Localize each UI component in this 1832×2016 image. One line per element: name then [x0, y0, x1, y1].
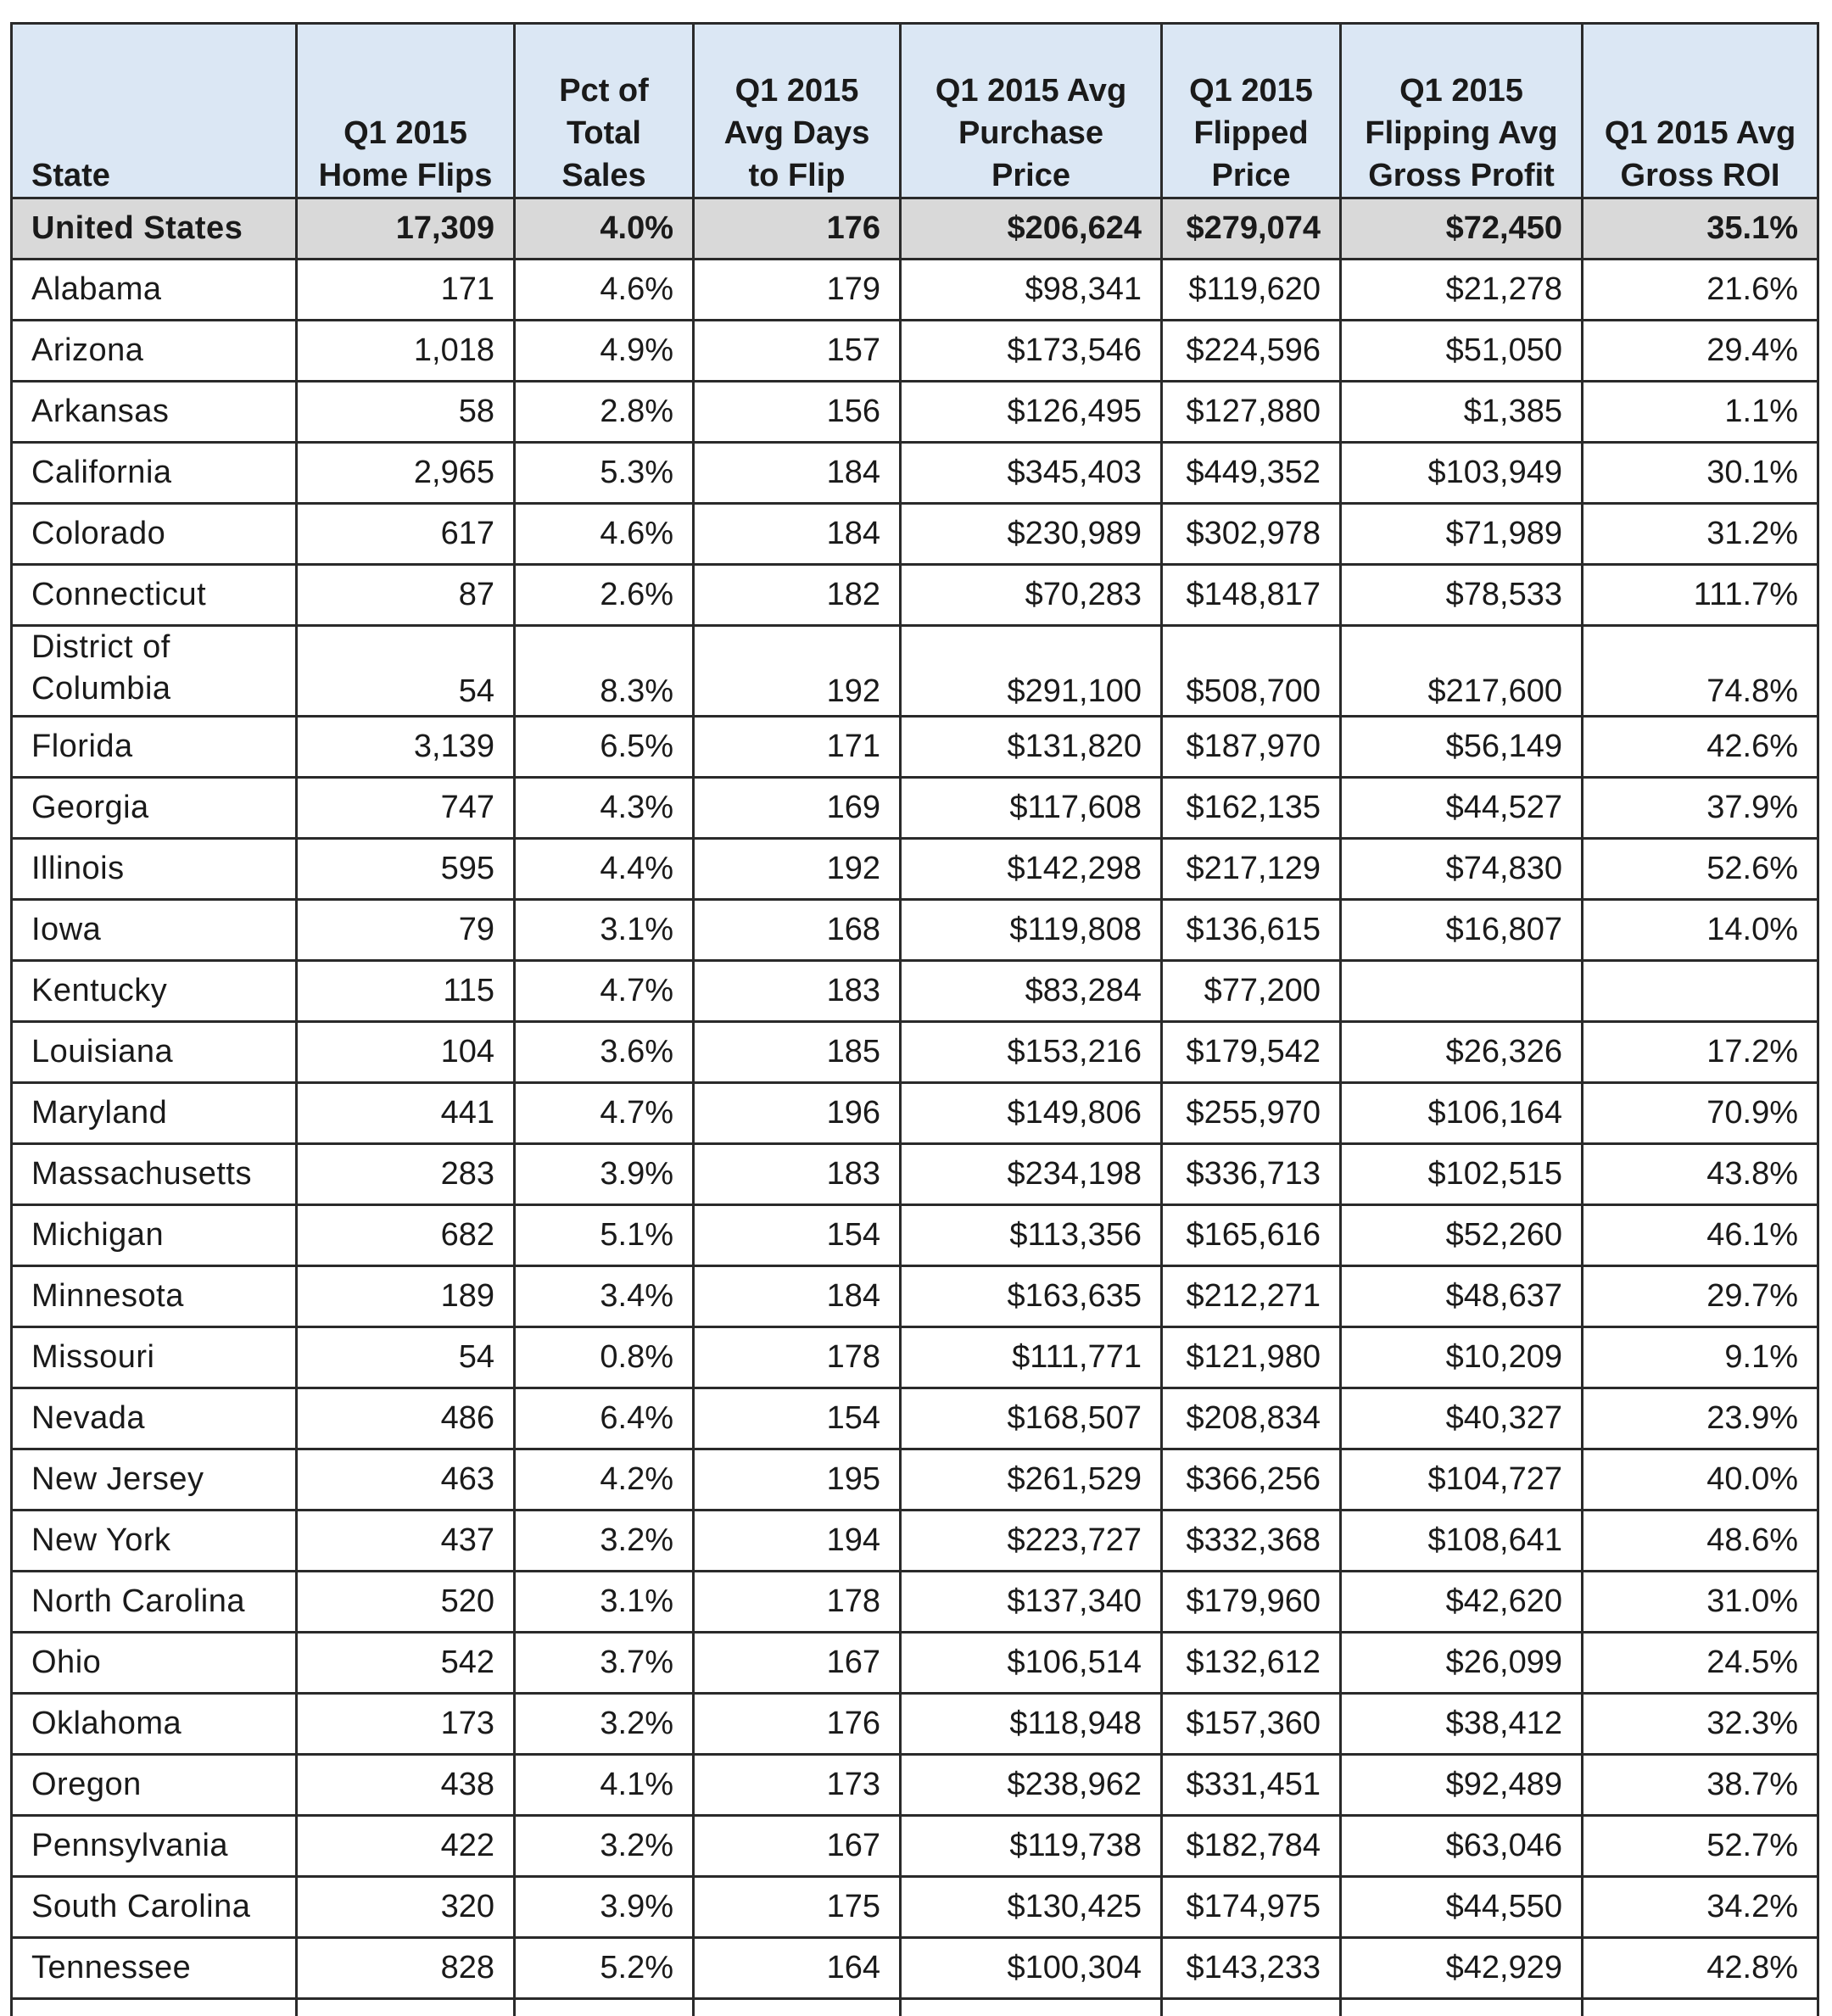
- cell-days: 169: [694, 778, 901, 839]
- cell-gross-profit: $51,050: [1341, 321, 1583, 382]
- cell-flipped-price: $366,256: [1162, 1449, 1341, 1511]
- cell-gross-roi: 46.1%: [1583, 1205, 1818, 1266]
- cell-flips: 520: [297, 1572, 515, 1633]
- table-row: [12, 1633, 1818, 1694]
- cell-gross-profit: $16,807: [1341, 900, 1583, 961]
- cell-flipped-price: $187,970: [1162, 717, 1341, 778]
- cell-days: 192: [694, 626, 901, 717]
- header-avg-purchase-price: Q1 2015 Avg Purchase Price: [901, 24, 1162, 198]
- cell-days: 183: [694, 961, 901, 1022]
- cell-purchase-price: $223,727: [901, 1511, 1162, 1572]
- home-flips-table-container: [10, 22, 1817, 2016]
- table-row: [12, 900, 1818, 961]
- cell-state: South Carolina: [12, 1877, 297, 1938]
- cell-pct: 4.9%: [515, 321, 694, 382]
- cell-flipped-price: $143,233: [1162, 1938, 1341, 1999]
- cell-flipped-price: $182,784: [1162, 1816, 1341, 1877]
- cell-flipped-price: $217,129: [1162, 839, 1341, 900]
- cell-purchase-price: $163,635: [901, 1266, 1162, 1327]
- table-row: [12, 1755, 1818, 1816]
- cell-gross-profit: $10,209: [1341, 1327, 1583, 1388]
- table-row: [12, 1511, 1818, 1572]
- cell-gross-profit: [1341, 961, 1583, 1022]
- cell-gross-profit: $102,515: [1341, 1144, 1583, 1205]
- table-row: [12, 382, 1818, 443]
- cell-purchase-price: $111,771: [901, 1327, 1162, 1388]
- cell-flipped-price: $331,451: [1162, 1755, 1341, 1816]
- cell-flips: 58: [297, 382, 515, 443]
- cell-days: 168: [694, 900, 901, 961]
- cell-gross-profit: $21,278: [1341, 260, 1583, 321]
- table-row: [12, 1877, 1818, 1938]
- cell-pct: 3.1%: [515, 1572, 694, 1633]
- cell-state: North Carolina: [12, 1572, 297, 1633]
- cell-empty: [1341, 1999, 1583, 2016]
- cell-empty: [297, 1999, 515, 2016]
- header-flipped-price: Q1 2015 Flipped Price: [1162, 24, 1341, 198]
- cell-pct: 4.2%: [515, 1449, 694, 1511]
- table-row: [12, 1388, 1818, 1449]
- cell-purchase-price: $261,529: [901, 1449, 1162, 1511]
- cell-gross-profit: $1,385: [1341, 382, 1583, 443]
- cell-pct: 3.6%: [515, 1022, 694, 1083]
- cell-flipped-price: $136,615: [1162, 900, 1341, 961]
- cell-pct: 6.4%: [515, 1388, 694, 1449]
- cell-pct: 4.3%: [515, 778, 694, 839]
- cell-purchase-price: $126,495: [901, 382, 1162, 443]
- cell-flips: 441: [297, 1083, 515, 1144]
- cell-days: 184: [694, 1266, 901, 1327]
- cell-days: 154: [694, 1388, 901, 1449]
- cell-gross-roi: 29.4%: [1583, 321, 1818, 382]
- cell-flips: 3,139: [297, 717, 515, 778]
- cell-flipped-price: $212,271: [1162, 1266, 1341, 1327]
- cell-flipped-price: $279,074: [1162, 198, 1341, 260]
- cell-gross-roi: 111.7%: [1583, 565, 1818, 626]
- cell-pct: 3.7%: [515, 1633, 694, 1694]
- cell-days: 184: [694, 504, 901, 565]
- cell-purchase-price: $70,283: [901, 565, 1162, 626]
- cell-state: Missouri: [12, 1327, 297, 1388]
- cell-flipped-price: $302,978: [1162, 504, 1341, 565]
- cell-flipped-price: $148,817: [1162, 565, 1341, 626]
- cell-pct: 5.1%: [515, 1205, 694, 1266]
- cell-empty: [1583, 1999, 1818, 2016]
- cell-pct: 5.2%: [515, 1938, 694, 1999]
- cell-pct: 8.3%: [515, 626, 694, 717]
- cell-state: New York: [12, 1511, 297, 1572]
- cell-state: United States: [12, 198, 297, 260]
- cell-gross-profit: $78,533: [1341, 565, 1583, 626]
- cell-gross-profit: $74,830: [1341, 839, 1583, 900]
- cell-gross-profit: $63,046: [1341, 1816, 1583, 1877]
- cell-purchase-price: $234,198: [901, 1144, 1162, 1205]
- cell-flips: 320: [297, 1877, 515, 1938]
- cell-gross-roi: [1583, 961, 1818, 1022]
- cell-pct: 4.6%: [515, 504, 694, 565]
- table-header: [12, 24, 1818, 198]
- cell-flipped-price: $208,834: [1162, 1388, 1341, 1449]
- cell-state: Iowa: [12, 900, 297, 961]
- table-row: [12, 443, 1818, 504]
- cell-flips: 438: [297, 1755, 515, 1816]
- cell-gross-roi: 24.5%: [1583, 1633, 1818, 1694]
- cell-purchase-price: $168,507: [901, 1388, 1162, 1449]
- cell-gross-profit: $104,727: [1341, 1449, 1583, 1511]
- cell-flipped-price: $162,135: [1162, 778, 1341, 839]
- cell-days: 196: [694, 1083, 901, 1144]
- cell-flips: 486: [297, 1388, 515, 1449]
- cell-days: 167: [694, 1816, 901, 1877]
- table-row: [12, 565, 1818, 626]
- cell-flips: 87: [297, 565, 515, 626]
- cell-purchase-price: $119,738: [901, 1816, 1162, 1877]
- cell-pct: 2.6%: [515, 565, 694, 626]
- cell-purchase-price: $113,356: [901, 1205, 1162, 1266]
- cell-gross-profit: $26,099: [1341, 1633, 1583, 1694]
- cell-gross-profit: $44,550: [1341, 1877, 1583, 1938]
- cell-purchase-price: $238,962: [901, 1755, 1162, 1816]
- cell-purchase-price: $130,425: [901, 1877, 1162, 1938]
- cell-gross-roi: 31.0%: [1583, 1572, 1818, 1633]
- header-state: State: [12, 24, 297, 198]
- cell-flips: 189: [297, 1266, 515, 1327]
- cell-empty: [694, 1999, 901, 2016]
- cell-gross-roi: 52.7%: [1583, 1816, 1818, 1877]
- cell-pct: 6.5%: [515, 717, 694, 778]
- cell-state: Alabama: [12, 260, 297, 321]
- cell-purchase-price: $230,989: [901, 504, 1162, 565]
- cell-gross-roi: 21.6%: [1583, 260, 1818, 321]
- cell-flips: 828: [297, 1938, 515, 1999]
- cell-flips: 617: [297, 504, 515, 565]
- cell-gross-profit: $40,327: [1341, 1388, 1583, 1449]
- cell-pct: 3.2%: [515, 1694, 694, 1755]
- cell-purchase-price: $137,340: [901, 1572, 1162, 1633]
- cell-empty: [515, 1999, 694, 2016]
- cell-flipped-price: $508,700: [1162, 626, 1341, 717]
- cell-purchase-price: $173,546: [901, 321, 1162, 382]
- cell-days: 194: [694, 1511, 901, 1572]
- cell-flipped-price: $174,975: [1162, 1877, 1341, 1938]
- cell-state: Oregon: [12, 1755, 297, 1816]
- cell-flips: 542: [297, 1633, 515, 1694]
- table-row-cut-off: [12, 1999, 1818, 2016]
- cell-state: California: [12, 443, 297, 504]
- cell-flips: 595: [297, 839, 515, 900]
- cell-empty: [12, 1999, 297, 2016]
- cell-gross-roi: 40.0%: [1583, 1449, 1818, 1511]
- cell-pct: 4.4%: [515, 839, 694, 900]
- cell-gross-profit: $106,164: [1341, 1083, 1583, 1144]
- cell-flips: 17,309: [297, 198, 515, 260]
- cell-pct: 3.9%: [515, 1877, 694, 1938]
- cell-flips: 682: [297, 1205, 515, 1266]
- header-avg-gross-profit: Q1 2015 Flipping Avg Gross Profit: [1341, 24, 1583, 198]
- cell-flips: 79: [297, 900, 515, 961]
- cell-gross-roi: 74.8%: [1583, 626, 1818, 717]
- cell-state: Kentucky: [12, 961, 297, 1022]
- cell-gross-roi: 43.8%: [1583, 1144, 1818, 1205]
- cell-state: Minnesota: [12, 1266, 297, 1327]
- cell-gross-profit: $108,641: [1341, 1511, 1583, 1572]
- header-pct-total-sales: Pct of Total Sales: [515, 24, 694, 198]
- cell-days: 171: [694, 717, 901, 778]
- cell-days: 192: [694, 839, 901, 900]
- cell-gross-roi: 1.1%: [1583, 382, 1818, 443]
- cell-purchase-price: $131,820: [901, 717, 1162, 778]
- summary-row-united-states: [12, 198, 1818, 260]
- table-body: [12, 198, 1818, 2016]
- table-row: [12, 1205, 1818, 1266]
- cell-purchase-price: $100,304: [901, 1938, 1162, 1999]
- cell-flipped-price: $119,620: [1162, 260, 1341, 321]
- cell-state: Georgia: [12, 778, 297, 839]
- cell-days: 178: [694, 1327, 901, 1388]
- cell-gross-roi: 38.7%: [1583, 1755, 1818, 1816]
- cell-purchase-price: $142,298: [901, 839, 1162, 900]
- cell-gross-roi: 29.7%: [1583, 1266, 1818, 1327]
- cell-days: 183: [694, 1144, 901, 1205]
- cell-gross-roi: 30.1%: [1583, 443, 1818, 504]
- cell-pct: 3.2%: [515, 1511, 694, 1572]
- cell-gross-profit: $48,637: [1341, 1266, 1583, 1327]
- cell-days: 167: [694, 1633, 901, 1694]
- cell-gross-roi: 52.6%: [1583, 839, 1818, 900]
- cell-gross-roi: 31.2%: [1583, 504, 1818, 565]
- table-row: [12, 626, 1818, 717]
- cell-gross-roi: 35.1%: [1583, 198, 1818, 260]
- cell-pct: 0.8%: [515, 1327, 694, 1388]
- cell-gross-profit: $42,929: [1341, 1938, 1583, 1999]
- cell-pct: 5.3%: [515, 443, 694, 504]
- cell-gross-roi: 48.6%: [1583, 1511, 1818, 1572]
- cell-flipped-price: $165,616: [1162, 1205, 1341, 1266]
- cell-gross-profit: $52,260: [1341, 1205, 1583, 1266]
- cell-flips: 2,965: [297, 443, 515, 504]
- cell-days: 157: [694, 321, 901, 382]
- cell-days: 156: [694, 382, 901, 443]
- cell-pct: 2.8%: [515, 382, 694, 443]
- cell-purchase-price: $149,806: [901, 1083, 1162, 1144]
- cell-days: 176: [694, 198, 901, 260]
- cell-state: Arkansas: [12, 382, 297, 443]
- cell-gross-roi: 9.1%: [1583, 1327, 1818, 1388]
- table-row: [12, 1816, 1818, 1877]
- cell-flips: 283: [297, 1144, 515, 1205]
- cell-purchase-price: $117,608: [901, 778, 1162, 839]
- cell-pct: 4.7%: [515, 961, 694, 1022]
- cell-days: 182: [694, 565, 901, 626]
- cell-days: 179: [694, 260, 901, 321]
- cell-gross-profit: $38,412: [1341, 1694, 1583, 1755]
- cell-state: New Jersey: [12, 1449, 297, 1511]
- cell-purchase-price: $345,403: [901, 443, 1162, 504]
- cell-flips: 437: [297, 1511, 515, 1572]
- cell-flips: 463: [297, 1449, 515, 1511]
- cell-purchase-price: $118,948: [901, 1694, 1162, 1755]
- cell-days: 164: [694, 1938, 901, 1999]
- cell-pct: 4.0%: [515, 198, 694, 260]
- cell-flipped-price: $121,980: [1162, 1327, 1341, 1388]
- cell-flips: 115: [297, 961, 515, 1022]
- cell-days: 195: [694, 1449, 901, 1511]
- cell-purchase-price: $83,284: [901, 961, 1162, 1022]
- cell-gross-profit: $56,149: [1341, 717, 1583, 778]
- cell-state: Massachusetts: [12, 1144, 297, 1205]
- cell-gross-profit: $103,949: [1341, 443, 1583, 504]
- cell-purchase-price: $98,341: [901, 260, 1162, 321]
- table-row: [12, 778, 1818, 839]
- cell-empty: [901, 1999, 1162, 2016]
- cell-gross-roi: 32.3%: [1583, 1694, 1818, 1755]
- cell-state: Arizona: [12, 321, 297, 382]
- cell-state: Oklahoma: [12, 1694, 297, 1755]
- table-row: [12, 1694, 1818, 1755]
- table-row: [12, 1572, 1818, 1633]
- table-row: [12, 1144, 1818, 1205]
- cell-flipped-price: $132,612: [1162, 1633, 1341, 1694]
- cell-gross-roi: 34.2%: [1583, 1877, 1818, 1938]
- cell-gross-roi: 37.9%: [1583, 778, 1818, 839]
- header-home-flips: Q1 2015 Home Flips: [297, 24, 515, 198]
- cell-state: Colorado: [12, 504, 297, 565]
- cell-pct: 4.1%: [515, 1755, 694, 1816]
- cell-pct: 4.7%: [515, 1083, 694, 1144]
- table-row: [12, 1938, 1818, 1999]
- cell-state: Tennessee: [12, 1938, 297, 1999]
- table-row: [12, 961, 1818, 1022]
- cell-pct: 3.9%: [515, 1144, 694, 1205]
- cell-flips: 54: [297, 1327, 515, 1388]
- cell-purchase-price: $119,808: [901, 900, 1162, 961]
- cell-days: 154: [694, 1205, 901, 1266]
- cell-pct: 3.4%: [515, 1266, 694, 1327]
- cell-gross-profit: $44,527: [1341, 778, 1583, 839]
- cell-days: 184: [694, 443, 901, 504]
- table-row: [12, 839, 1818, 900]
- cell-flipped-price: $157,360: [1162, 1694, 1341, 1755]
- cell-days: 175: [694, 1877, 901, 1938]
- cell-flipped-price: $77,200: [1162, 961, 1341, 1022]
- cell-state: Michigan: [12, 1205, 297, 1266]
- cell-gross-roi: 14.0%: [1583, 900, 1818, 961]
- cell-flips: 171: [297, 260, 515, 321]
- cell-purchase-price: $291,100: [901, 626, 1162, 717]
- cell-days: 176: [694, 1694, 901, 1755]
- table-row: [12, 504, 1818, 565]
- cell-purchase-price: $153,216: [901, 1022, 1162, 1083]
- cell-flips: 173: [297, 1694, 515, 1755]
- cell-state: Illinois: [12, 839, 297, 900]
- table-row: [12, 1449, 1818, 1511]
- cell-state: Louisiana: [12, 1022, 297, 1083]
- cell-gross-profit: $71,989: [1341, 504, 1583, 565]
- table-row: [12, 1083, 1818, 1144]
- cell-flipped-price: $224,596: [1162, 321, 1341, 382]
- cell-gross-roi: 42.8%: [1583, 1938, 1818, 1999]
- cell-gross-profit: $92,489: [1341, 1755, 1583, 1816]
- header-avg-gross-roi: Q1 2015 Avg Gross ROI: [1583, 24, 1818, 198]
- header-row: [12, 24, 1818, 198]
- cell-pct: 3.1%: [515, 900, 694, 961]
- cell-state: Maryland: [12, 1083, 297, 1144]
- cell-flips: 104: [297, 1022, 515, 1083]
- cell-gross-profit: $42,620: [1341, 1572, 1583, 1633]
- cell-days: 185: [694, 1022, 901, 1083]
- cell-flips: 1,018: [297, 321, 515, 382]
- cell-gross-roi: 70.9%: [1583, 1083, 1818, 1144]
- home-flips-table: [10, 22, 1819, 2016]
- cell-gross-profit: $72,450: [1341, 198, 1583, 260]
- cell-state: Pennsylvania: [12, 1816, 297, 1877]
- cell-purchase-price: $206,624: [901, 198, 1162, 260]
- table-row: [12, 1327, 1818, 1388]
- cell-gross-roi: 17.2%: [1583, 1022, 1818, 1083]
- cell-days: 178: [694, 1572, 901, 1633]
- table-row: [12, 260, 1818, 321]
- cell-state: District of Columbia: [12, 626, 297, 717]
- cell-gross-profit: $26,326: [1341, 1022, 1583, 1083]
- cell-state: Ohio: [12, 1633, 297, 1694]
- cell-pct: 4.6%: [515, 260, 694, 321]
- cell-flipped-price: $332,368: [1162, 1511, 1341, 1572]
- cell-pct: 3.2%: [515, 1816, 694, 1877]
- cell-flips: 54: [297, 626, 515, 717]
- cell-state: Florida: [12, 717, 297, 778]
- cell-flipped-price: $179,960: [1162, 1572, 1341, 1633]
- table-row: [12, 1022, 1818, 1083]
- cell-gross-roi: 42.6%: [1583, 717, 1818, 778]
- table-row: [12, 1266, 1818, 1327]
- cell-empty: [1162, 1999, 1341, 2016]
- cell-flipped-price: $449,352: [1162, 443, 1341, 504]
- cell-flipped-price: $127,880: [1162, 382, 1341, 443]
- cell-state: Connecticut: [12, 565, 297, 626]
- cell-flips: 422: [297, 1816, 515, 1877]
- header-avg-days-to-flip: Q1 2015 Avg Days to Flip: [694, 24, 901, 198]
- cell-flipped-price: $179,542: [1162, 1022, 1341, 1083]
- cell-gross-roi: 23.9%: [1583, 1388, 1818, 1449]
- table-row: [12, 321, 1818, 382]
- table-row: [12, 717, 1818, 778]
- cell-gross-profit: $217,600: [1341, 626, 1583, 717]
- cell-state: Nevada: [12, 1388, 297, 1449]
- cell-flipped-price: $336,713: [1162, 1144, 1341, 1205]
- cell-flipped-price: $255,970: [1162, 1083, 1341, 1144]
- cell-days: 173: [694, 1755, 901, 1816]
- cell-purchase-price: $106,514: [901, 1633, 1162, 1694]
- cell-flips: 747: [297, 778, 515, 839]
